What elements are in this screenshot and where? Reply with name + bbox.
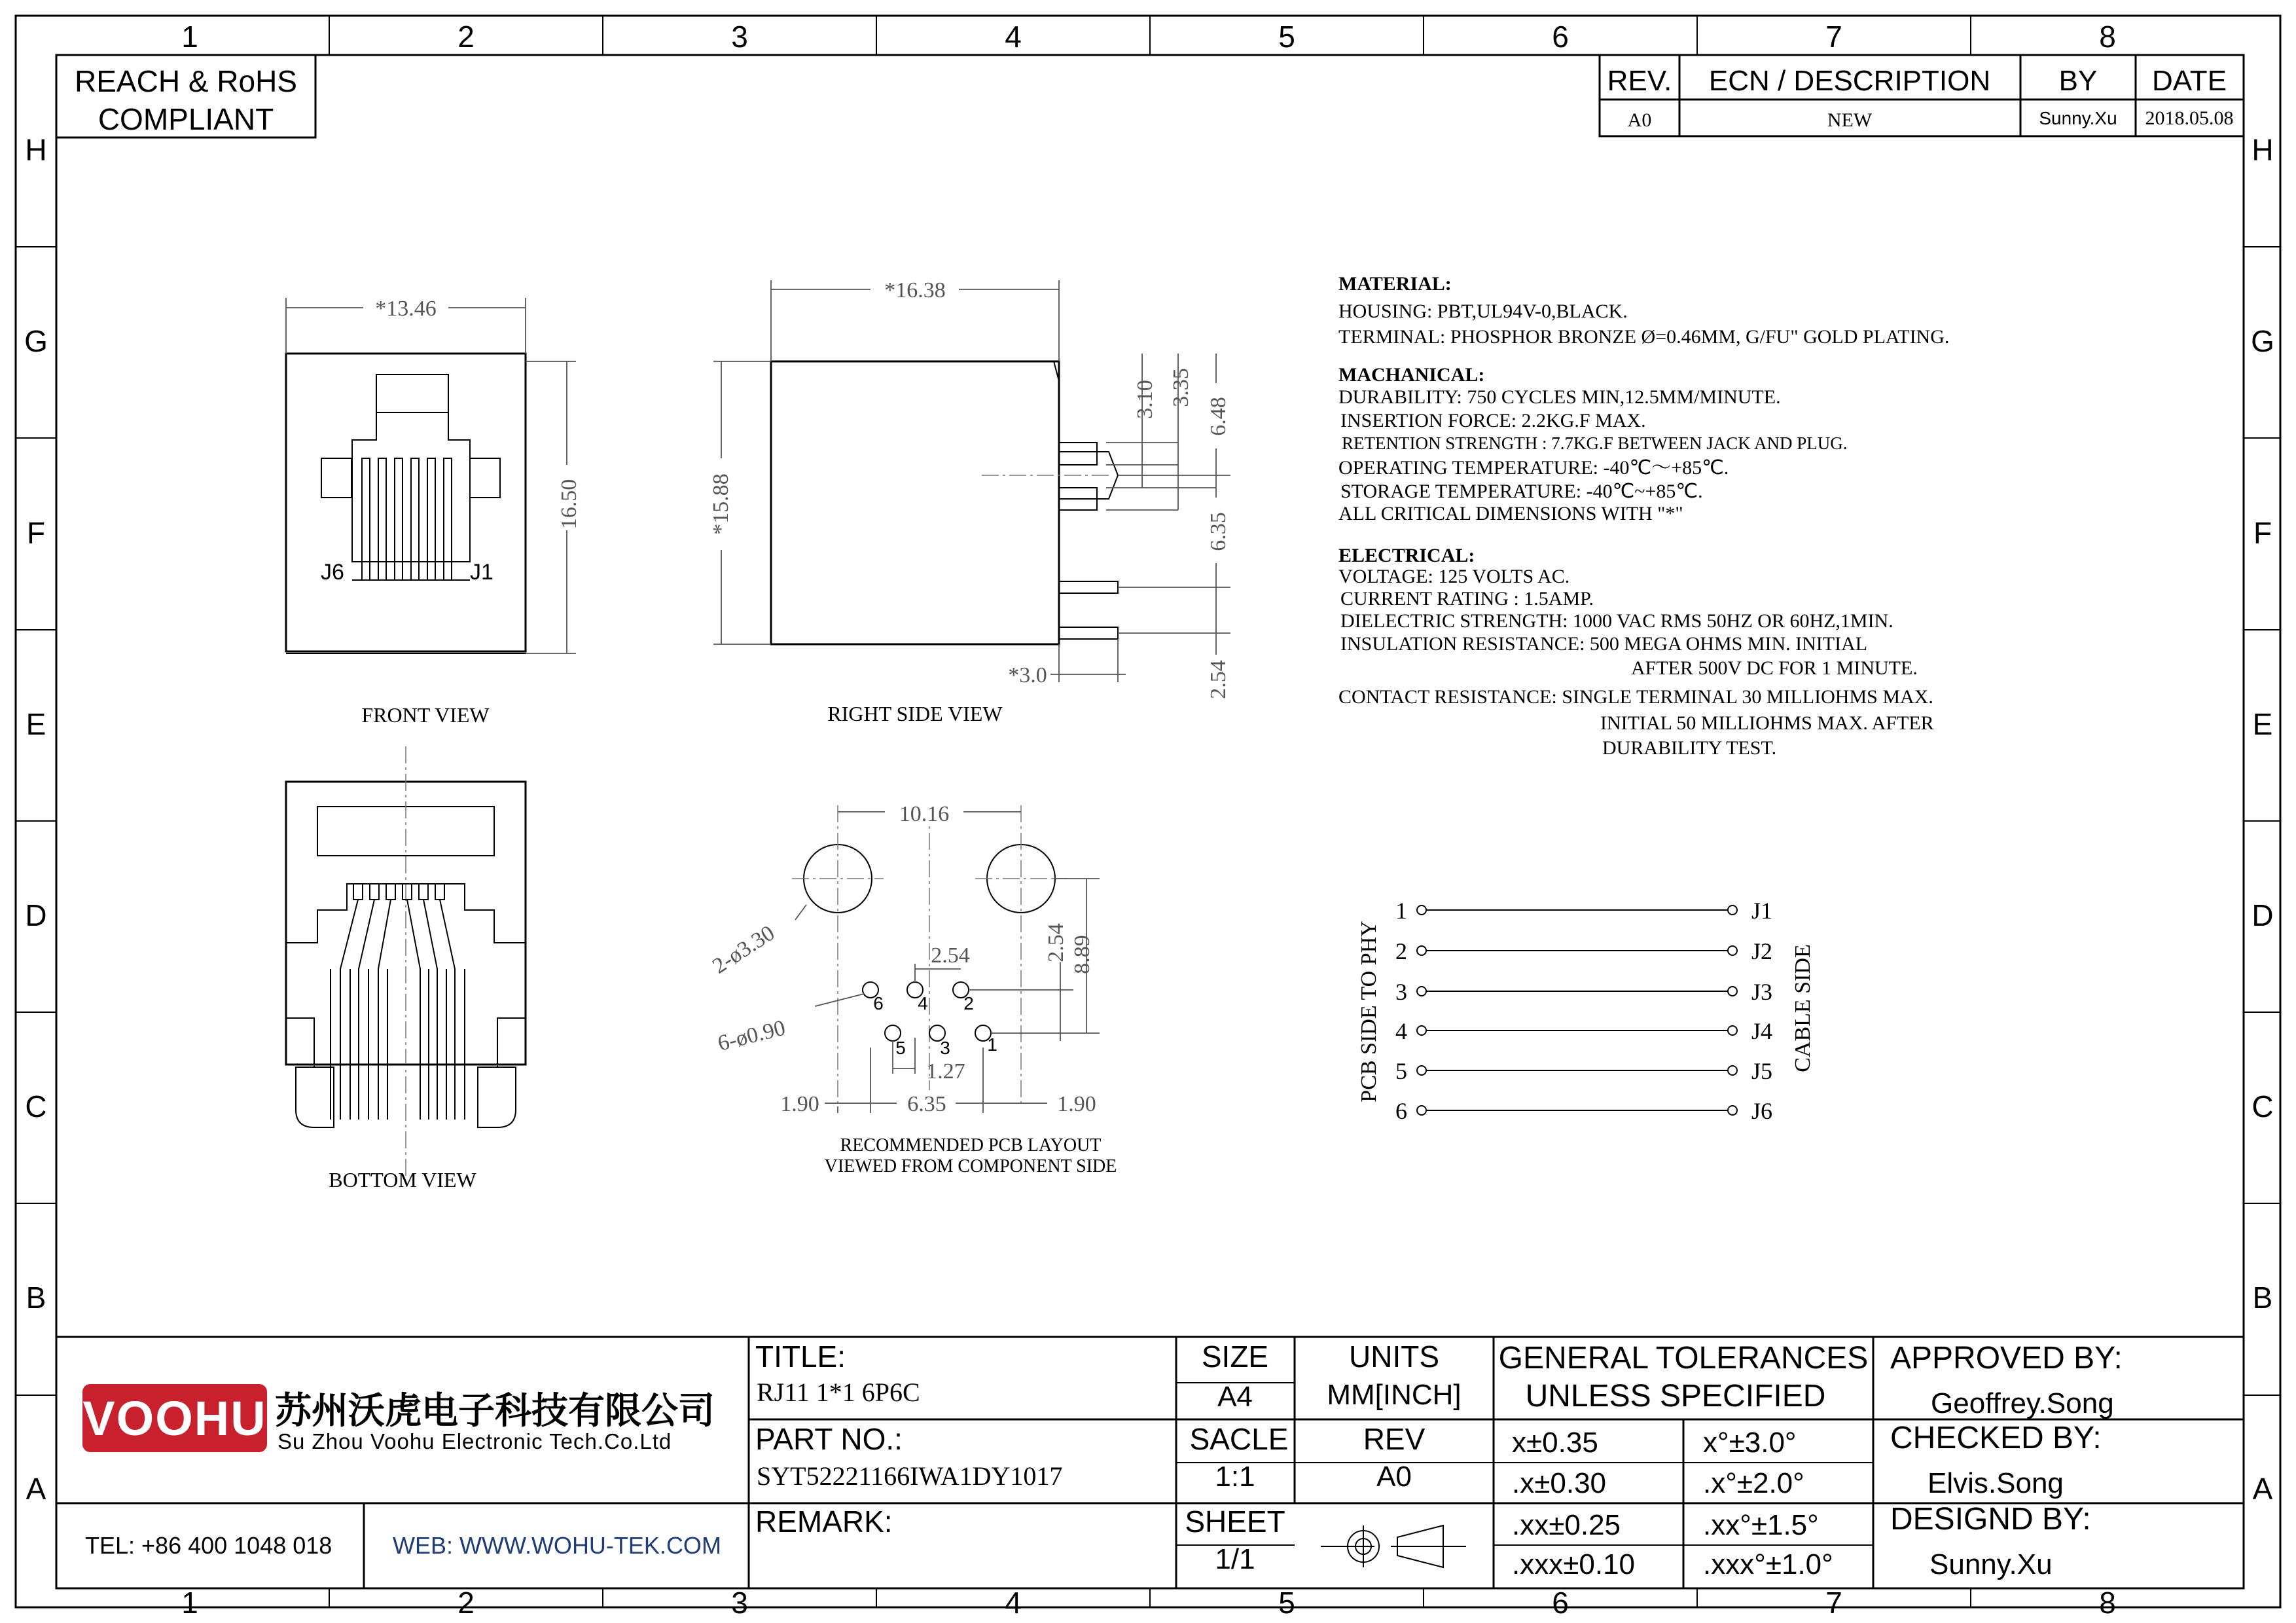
wiring-diagram: [1357, 898, 1815, 1124]
pcb-pin-label: 3: [940, 1038, 950, 1058]
front-width-dim: *13.46: [375, 297, 437, 321]
tolerance-value: .xx°±1.5°: [1703, 1509, 1819, 1541]
checked-value: Elvis.Song: [1928, 1467, 2064, 1499]
spec-retention: RETENTION STRENGTH : 7.7KG.F BETWEEN JACK AND PLUG.: [1342, 433, 1848, 453]
wiring-pin: 6: [1395, 1098, 1407, 1124]
spec-insulation-2: AFTER 500V DC FOR 1 MINUTE.: [1631, 657, 1918, 679]
bottom-view-caption: BOTTOM VIEW: [329, 1168, 476, 1192]
wiring-pin: 5: [1395, 1058, 1407, 1084]
column-label: 2: [457, 20, 475, 54]
scale-label: SACLE: [1189, 1422, 1289, 1456]
row-label: F: [2253, 516, 2272, 550]
wiring-pin: 4: [1395, 1018, 1407, 1044]
grid-labels: [24, 20, 2274, 1620]
side-view: [709, 275, 1230, 725]
column-label: 7: [1825, 20, 1842, 54]
tolerance-title-1: GENERAL TOLERANCES: [1498, 1341, 1869, 1376]
pcb-dim-190-right: 1.90: [1057, 1092, 1096, 1116]
column-label: 5: [1278, 1586, 1295, 1620]
title-label: TITLE:: [755, 1340, 846, 1374]
rev-label: REV: [1363, 1422, 1426, 1456]
row-label: G: [24, 324, 48, 358]
column-label: 4: [1005, 20, 1022, 54]
row-label: B: [2252, 1281, 2273, 1315]
pcb-dim-190-left: 1.90: [780, 1092, 819, 1116]
spec-material-title: MATERIAL:: [1338, 273, 1452, 295]
side-dim-648: 6.48: [1206, 397, 1230, 436]
side-height-dim: *15.88: [709, 473, 733, 535]
side-dim-635: 6.35: [1206, 512, 1230, 551]
side-dim-335: 3.35: [1169, 368, 1193, 407]
size-value: A4: [1217, 1381, 1253, 1413]
pcb-dim-635: 6.35: [907, 1092, 946, 1116]
pcb-pin-label: 1: [987, 1034, 997, 1055]
revision-table: [1600, 55, 2244, 136]
spec-terminal: TERMINAL: PHOSPHOR BRONZE Ø=0.46MM, G/FU" GOLD PLATING.: [1338, 326, 1950, 348]
tolerance-value: .x°±2.0°: [1703, 1467, 1804, 1499]
tolerance-value: .xxx±0.10: [1512, 1548, 1636, 1580]
column-label: 1: [181, 20, 198, 54]
wiring-right-label: CABLE SIDE: [1791, 944, 1815, 1072]
row-label: C: [25, 1089, 47, 1123]
checked-label: CHECKED BY:: [1890, 1421, 2102, 1455]
column-label: 2: [457, 1586, 475, 1620]
spec-durability: DURABILITY: 750 CYCLES MIN,12.5MM/MINUTE.: [1338, 386, 1781, 408]
pcb-caption-2: VIEWED FROM COMPONENT SIDE: [824, 1156, 1117, 1176]
pcb-pin-label: 2: [963, 993, 974, 1013]
row-label: A: [2252, 1472, 2273, 1506]
side-view-caption: RIGHT SIDE VIEW: [827, 702, 1003, 725]
contact-tel: TEL: +86 400 1048 018: [85, 1532, 332, 1559]
wiring-pin: 3: [1395, 979, 1407, 1005]
pcb-dim-254h: 2.54: [931, 943, 970, 968]
tolerance-title-2: UNLESS SPECIFIED: [1525, 1379, 1826, 1413]
row-label: E: [2252, 707, 2273, 741]
bottom-view: [286, 746, 526, 1192]
tolerance-value: x±0.35: [1512, 1427, 1598, 1459]
part-value: SYT52221166IWA1DY1017: [757, 1461, 1063, 1491]
units-label: UNITS: [1349, 1340, 1439, 1374]
row-label: C: [2251, 1089, 2274, 1123]
pcb-caption-1: RECOMMENDED PCB LAYOUT: [840, 1135, 1102, 1156]
wiring-jack: J2: [1751, 938, 1773, 964]
company-name-en: Su Zhou Voohu Electronic Tech.Co.Ltd: [278, 1429, 672, 1453]
title-value: RJ11 1*1 6P6C: [757, 1377, 920, 1407]
units-value: MM[INCH]: [1327, 1379, 1462, 1411]
spec-storage: STORAGE TEMPERATURE: -40℃~+85℃.: [1340, 481, 1703, 502]
rev-value-tb: A0: [1376, 1461, 1412, 1493]
designed-label: DESIGND BY:: [1890, 1502, 2091, 1537]
column-label: 5: [1278, 20, 1295, 54]
wiring-jack: J3: [1751, 979, 1773, 1005]
front-view-caption: FRONT VIEW: [361, 703, 490, 727]
wiring-jack: J5: [1751, 1058, 1773, 1084]
date-value: 2018.05.08: [2145, 107, 2234, 129]
column-label: 4: [1005, 1586, 1022, 1620]
by-header: BY: [2058, 65, 2098, 97]
row-label: H: [2251, 133, 2274, 167]
column-label: 8: [2099, 1586, 2116, 1620]
side-dim-254: 2.54: [1206, 660, 1230, 699]
pcb-dim-127: 1.27: [926, 1059, 965, 1084]
row-label: B: [26, 1281, 46, 1315]
part-label: PART NO.:: [755, 1422, 903, 1456]
spec-contact-1: CONTACT RESISTANCE: SINGLE TERMINAL 30 MILLIOHMS MAX.: [1338, 686, 1933, 708]
wiring-pin: 1: [1395, 898, 1407, 924]
projection-symbol-icon: [1321, 1525, 1466, 1567]
pcb-dim-254v: 2.54: [1044, 923, 1068, 962]
sheet-value: 1/1: [1215, 1543, 1255, 1575]
rev-value: A0: [1627, 109, 1652, 131]
approved-label: APPROVED BY:: [1890, 1341, 2123, 1376]
pcb-pin-label: 4: [918, 993, 928, 1013]
spec-contact-2: INITIAL 50 MILLIOHMS MAX. AFTER: [1600, 712, 1934, 734]
spec-critical: ALL CRITICAL DIMENSIONS WITH "*": [1338, 503, 1683, 524]
row-label: G: [2251, 324, 2274, 358]
pcb-pin-label: 6: [873, 993, 884, 1013]
designed-value: Sunny.Xu: [1929, 1548, 2053, 1580]
column-label: 8: [2099, 20, 2116, 54]
column-label: 1: [181, 1586, 198, 1620]
specifications: [1338, 273, 1949, 759]
side-dim-30: *3.0: [1008, 663, 1047, 687]
column-label: 6: [1552, 1586, 1569, 1620]
size-label: SIZE: [1201, 1340, 1269, 1374]
spec-mech-title: MACHANICAL:: [1338, 364, 1485, 386]
wiring-jack: J1: [1751, 898, 1773, 924]
row-label: E: [26, 707, 46, 741]
compliance-box: [56, 55, 315, 137]
spec-operating: OPERATING TEMPERATURE: -40℃～+85℃.: [1338, 457, 1729, 479]
spec-voltage: VOLTAGE: 125 VOLTS AC.: [1338, 566, 1570, 587]
tolerance-value: .x±0.30: [1512, 1467, 1607, 1499]
front-height-dim: 16.50: [557, 479, 581, 530]
wiring-left-label: PCB SIDE TO PHY: [1357, 921, 1381, 1103]
spec-contact-3: DURABILITY TEST.: [1602, 737, 1777, 759]
by-value: Sunny.Xu: [2039, 108, 2117, 128]
ecn-header: ECN / DESCRIPTION: [1708, 65, 1991, 97]
row-label: A: [26, 1472, 46, 1506]
approved-value: Geoffrey.Song: [1931, 1387, 2114, 1419]
spec-elec-title: ELECTRICAL:: [1338, 545, 1475, 566]
wiring-pin: 2: [1395, 938, 1407, 964]
remark-label: REMARK:: [755, 1504, 893, 1539]
pcb-layout: [708, 799, 1117, 1176]
tolerance-value: x°±3.0°: [1703, 1427, 1797, 1459]
front-view: [286, 293, 581, 727]
pcb-dim-889: 8.89: [1070, 935, 1094, 974]
pcb-pin-label: 5: [895, 1038, 906, 1058]
row-label: H: [25, 133, 47, 167]
pcb-dim-hole: 2-ø3.30: [708, 921, 780, 979]
row-label: F: [26, 516, 46, 550]
company-name-cn: 苏州沃虎电子科技有限公司: [275, 1390, 715, 1431]
row-label: D: [25, 898, 47, 932]
row-label: D: [2251, 898, 2274, 932]
column-label: 6: [1552, 20, 1569, 54]
pcb-dim-hole: 6-ø0.90: [715, 1015, 788, 1056]
side-width-dim: *16.38: [884, 278, 946, 302]
title-block: [56, 1337, 2244, 1588]
brand-logo-text: VOOHU: [82, 1391, 267, 1446]
date-header: DATE: [2151, 65, 2227, 97]
spec-insertion: INSERTION FORCE: 2.2KG.F MAX.: [1340, 410, 1646, 431]
wiring-jack: J6: [1751, 1098, 1773, 1124]
spec-current: CURRENT RATING : 1.5AMP.: [1340, 588, 1594, 610]
spec-housing: HOUSING: PBT,UL94V-0,BLACK.: [1338, 301, 1628, 322]
spec-insulation-1: INSULATION RESISTANCE: 500 MEGA OHMS MIN. INITIAL: [1340, 633, 1868, 655]
column-label: 3: [731, 1586, 748, 1620]
tolerance-value: .xx±0.25: [1512, 1509, 1621, 1541]
column-label: 3: [731, 20, 748, 54]
front-label-j6: J6: [321, 560, 344, 585]
tolerance-value: .xxx°±1.0°: [1703, 1548, 1833, 1580]
pcb-dim-1016: 10.16: [899, 802, 950, 826]
spec-dielectric: DIELECTRIC STRENGTH: 1000 VAC RMS 50HZ OR 60HZ,1MIN.: [1340, 610, 1893, 632]
front-label-j1: J1: [470, 560, 493, 585]
ecn-value: NEW: [1827, 109, 1873, 131]
compliance-line-2: COMPLIANT: [98, 102, 274, 136]
contact-web: WEB: WWW.WOHU-TEK.COM: [393, 1532, 721, 1559]
rev-header: REV.: [1607, 65, 1672, 97]
sheet-label: SHEET: [1185, 1504, 1285, 1539]
wiring-jack: J4: [1751, 1018, 1773, 1044]
compliance-line-1: REACH & RoHS: [75, 64, 297, 98]
side-dim-310: 3.10: [1133, 380, 1157, 419]
column-label: 7: [1825, 1586, 1842, 1620]
scale-value: 1:1: [1215, 1461, 1255, 1493]
